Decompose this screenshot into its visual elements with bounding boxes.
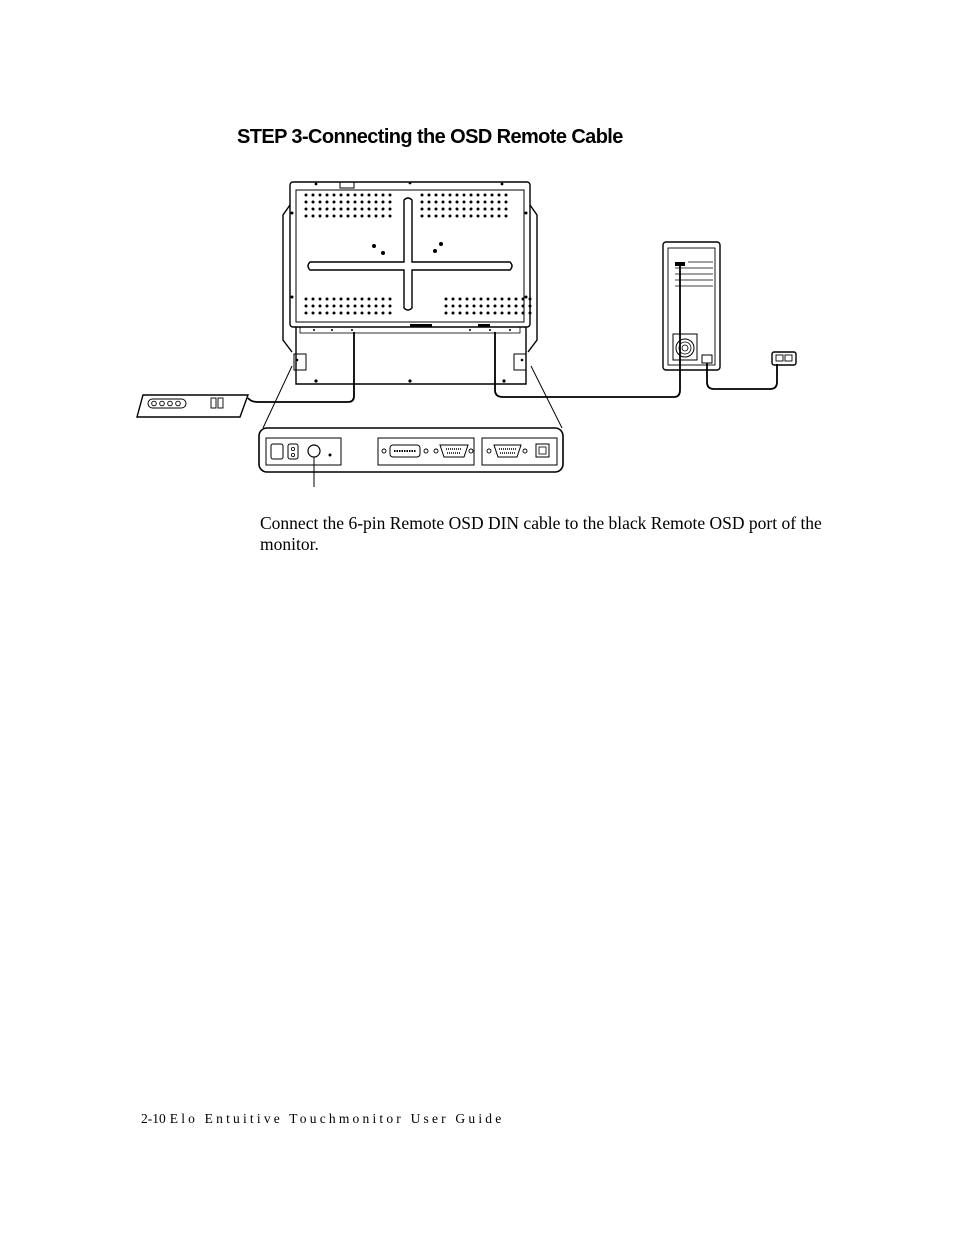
connector-panel-closeup [259, 428, 563, 472]
power-outlet-illustration [772, 352, 796, 365]
page-footer [141, 1111, 504, 1127]
instruction-paragraph: Connect the 6-pin Remote OSD DIN cable to the black Remote OSD port of the monitor. [260, 513, 822, 554]
monitor-rear-illustration [283, 182, 537, 384]
guide-title: Elo Entuitive Touchmonitor User Guide [169, 1111, 505, 1126]
page-number: 2-10 [141, 1111, 166, 1126]
power-cable [707, 363, 777, 389]
osd-remote-cable [248, 332, 354, 402]
remote-osd-keypad [137, 395, 248, 417]
remote-osd-port [308, 445, 320, 457]
section-heading: STEP 3-Connecting the OSD Remote Cable [237, 126, 623, 148]
video-cable [495, 262, 680, 397]
osd-cable-connection-diagram [130, 170, 820, 500]
computer-tower-illustration [663, 242, 720, 370]
